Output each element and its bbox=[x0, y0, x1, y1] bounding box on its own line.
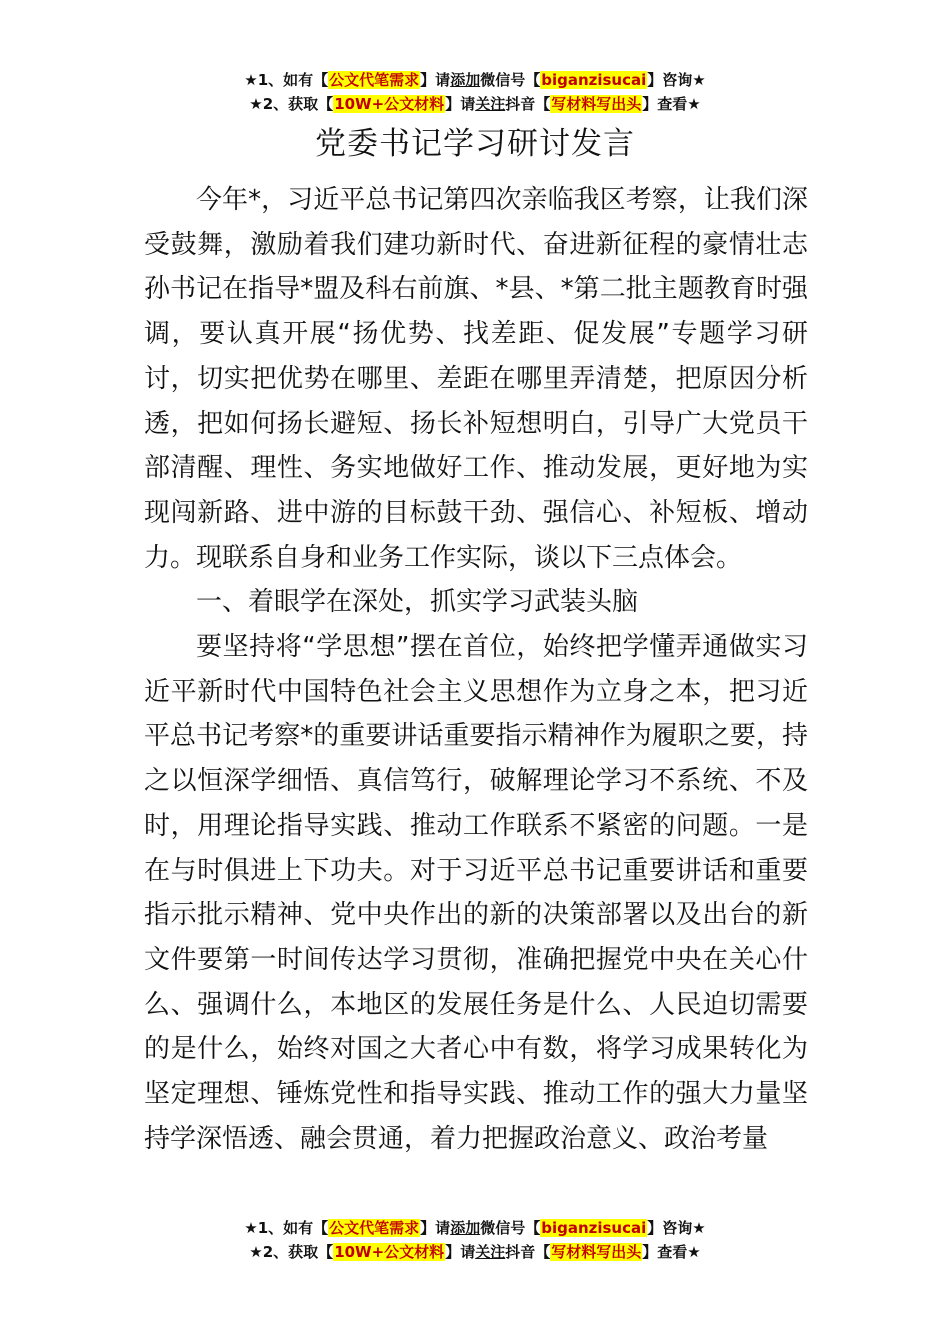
underlined-text: 添加 bbox=[450, 1219, 481, 1237]
header-banner bbox=[0, 68, 950, 116]
banner-text: 微信号【 bbox=[480, 1219, 541, 1237]
banner-text: ★1、如有【 bbox=[244, 71, 329, 89]
highlight-douyin: 写材料写出头 bbox=[551, 1243, 642, 1261]
banner-line-1 bbox=[0, 68, 950, 92]
banner-text: 微信号【 bbox=[480, 71, 541, 89]
banner-text: 抖音【 bbox=[505, 1243, 551, 1261]
banner-line-2 bbox=[0, 92, 950, 116]
banner-text: 】查看★ bbox=[642, 1243, 701, 1261]
paragraph-body: 要坚持将“学思想”摆在首位，始终把学懂弄通做实习近平新时代中国特色社会主义思想作为立身之本，把习近平总书记考察*的重要讲话重要指示精神作为履职之要，持之以恒深学细悟、真信笃行，破解理论学习不系统、不及时，用理论指导实践、推动工作联系不紧密的问题。一是在与时俱进上下功夫。对于习近平总书记重要讲话和重要指示批示精神、党中央作出的新的决策部署以及出台的新文件要第一时间传达学习贯彻，准确把握党中央在关心什么、强调什么，本地区的发展任务是什么、人民迫切需要的是什么，始终对国之大者心中有数，将学习成果转化为坚定理想、锤炼党性和指导实践、推动工作的强大力量坚持学深悟透、融会贯通，着力把握政治意义、政治考量 bbox=[144, 632, 808, 1154]
banner-text: 】请 bbox=[445, 95, 476, 113]
underlined-text: 添加 bbox=[450, 71, 481, 89]
banner-text: ★2、获取【 bbox=[249, 95, 334, 113]
highlight-wechat-id: biganzisucai bbox=[541, 1219, 647, 1237]
highlight-wechat-id: biganzisucai bbox=[541, 71, 647, 89]
document-body bbox=[144, 178, 808, 1161]
highlight-douyin: 写材料写出头 bbox=[551, 95, 642, 113]
underlined-text: 关注 bbox=[475, 1243, 506, 1261]
highlight-materials: 10W+公文材料 bbox=[334, 1243, 445, 1261]
section-heading: 一、着眼学在深处，抓实学习武装头脑 bbox=[196, 587, 639, 618]
banner-text: 】请 bbox=[420, 1219, 451, 1237]
highlight-ghostwriting: 公文代笔需求 bbox=[329, 71, 420, 89]
paragraph-intro: 今年*，习近平总书记第四次亲临我区考察，让我们深受鼓舞，激励着我们建功新时代、奋进新征程的豪情壮志孙书记在指导*盟及科右前旗、*县、*第二批主题教育时强调，要认真开展“扬优势、找差距、促发展”专题学习研讨，切实把优势在哪里、差距在哪里弄清楚，把原因分析透，把如何扬长避短、扬长补短想明白，引导广大党员干部清醒、理性、务实地做好工作、推动发展，更好地为实现闯新路、进中游的目标鼓干劲、强信心、补短板、增动力。现联系自身和业务工作实际，谈以下三点体会。 bbox=[144, 185, 808, 573]
highlight-materials: 10W+公文材料 bbox=[334, 95, 445, 113]
banner-text: 抖音【 bbox=[505, 95, 551, 113]
highlight-ghostwriting: 公文代笔需求 bbox=[329, 1219, 420, 1237]
banner-text: ★2、获取【 bbox=[249, 1243, 334, 1261]
banner-line-2 bbox=[0, 1240, 950, 1264]
footer-banner bbox=[0, 1216, 950, 1264]
banner-line-1 bbox=[0, 1216, 950, 1240]
banner-text: 】查看★ bbox=[642, 95, 701, 113]
banner-text: 】咨询★ bbox=[647, 1219, 706, 1237]
banner-text: 】请 bbox=[420, 71, 451, 89]
underlined-text: 关注 bbox=[475, 95, 506, 113]
banner-text: 】请 bbox=[445, 1243, 476, 1261]
banner-text: 】咨询★ bbox=[647, 71, 706, 89]
document-title: 党委书记学习研讨发言 bbox=[315, 126, 635, 162]
banner-text: ★1、如有【 bbox=[244, 1219, 329, 1237]
